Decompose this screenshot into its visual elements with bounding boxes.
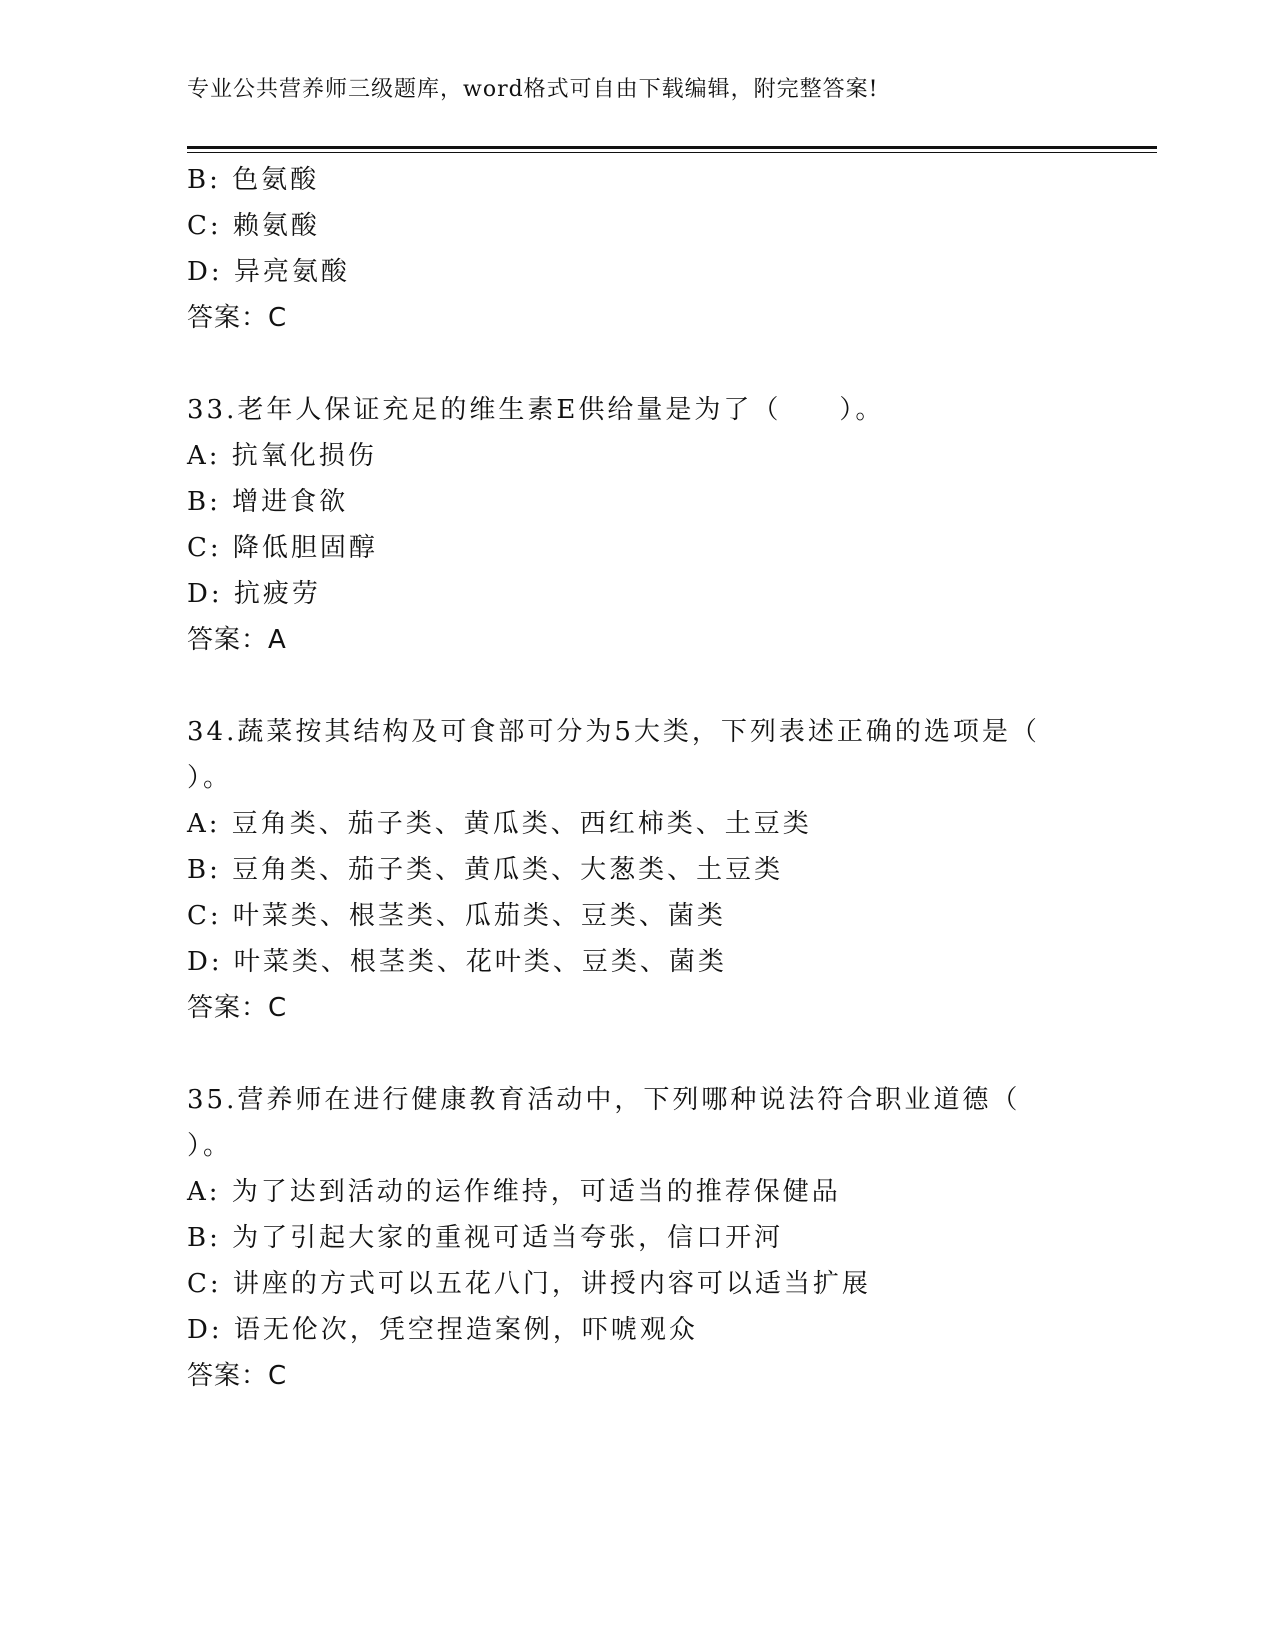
option-line: C: 赖氨酸	[187, 211, 320, 241]
option-line: D: 叶菜类、根茎类、花叶类、豆类、菌类	[187, 947, 727, 977]
option-line: D: 语无伦次，凭空捏造案例，吓唬观众	[187, 1315, 698, 1345]
question-34	[187, 709, 1087, 1031]
option-line: C: 讲座的方式可以五花八门，讲授内容可以适当扩展	[187, 1269, 871, 1299]
answer-line: 答案：C	[187, 303, 288, 333]
question-stem-continued: ）。	[187, 763, 233, 793]
option-line: B: 色氨酸	[187, 165, 320, 195]
option-line: D: 抗疲劳	[187, 579, 321, 609]
question-stem: 34.蔬菜按其结构及可食部可分为5大类，下列表述正确的选项是（	[187, 717, 1040, 747]
option-line: C: 叶菜类、根茎类、瓜茄类、豆类、菌类	[187, 901, 726, 931]
answer-line: 答案：C	[187, 993, 288, 1023]
question-stem: 35.营养师在进行健康教育活动中，下列哪种说法符合职业道德（	[187, 1085, 1021, 1115]
answer-line: 答案：C	[187, 1361, 288, 1391]
prev-question-options	[187, 157, 1087, 341]
option-line: A: 为了达到活动的运作维持，可适当的推荐保健品	[187, 1177, 841, 1207]
header-rule-thick	[187, 146, 1157, 149]
answer-line: 答案：A	[187, 625, 287, 655]
question-stem: 33.老年人保证充足的维生素E供给量是为了（ ）。	[187, 395, 885, 425]
question-35	[187, 1077, 1087, 1399]
option-line: B: 增进食欲	[187, 487, 349, 517]
option-line: B: 为了引起大家的重视可适当夸张，信口开河	[187, 1223, 784, 1253]
option-line: D: 异亮氨酸	[187, 257, 350, 287]
option-line: A: 抗氧化损伤	[187, 441, 377, 471]
question-stem-continued: ）。	[187, 1131, 233, 1161]
option-line: B: 豆角类、茄子类、黄瓜类、大葱类、土豆类	[187, 855, 784, 885]
option-line: A: 豆角类、茄子类、黄瓜类、西红柿类、土豆类	[187, 809, 812, 839]
header-rule-thin	[187, 152, 1157, 153]
option-line: C: 降低胆固醇	[187, 533, 378, 563]
question-content	[187, 157, 1087, 1399]
question-33	[187, 387, 1087, 663]
page-header: 专业公共营养师三级题库，word格式可自由下载编辑，附完整答案!	[187, 77, 879, 102]
